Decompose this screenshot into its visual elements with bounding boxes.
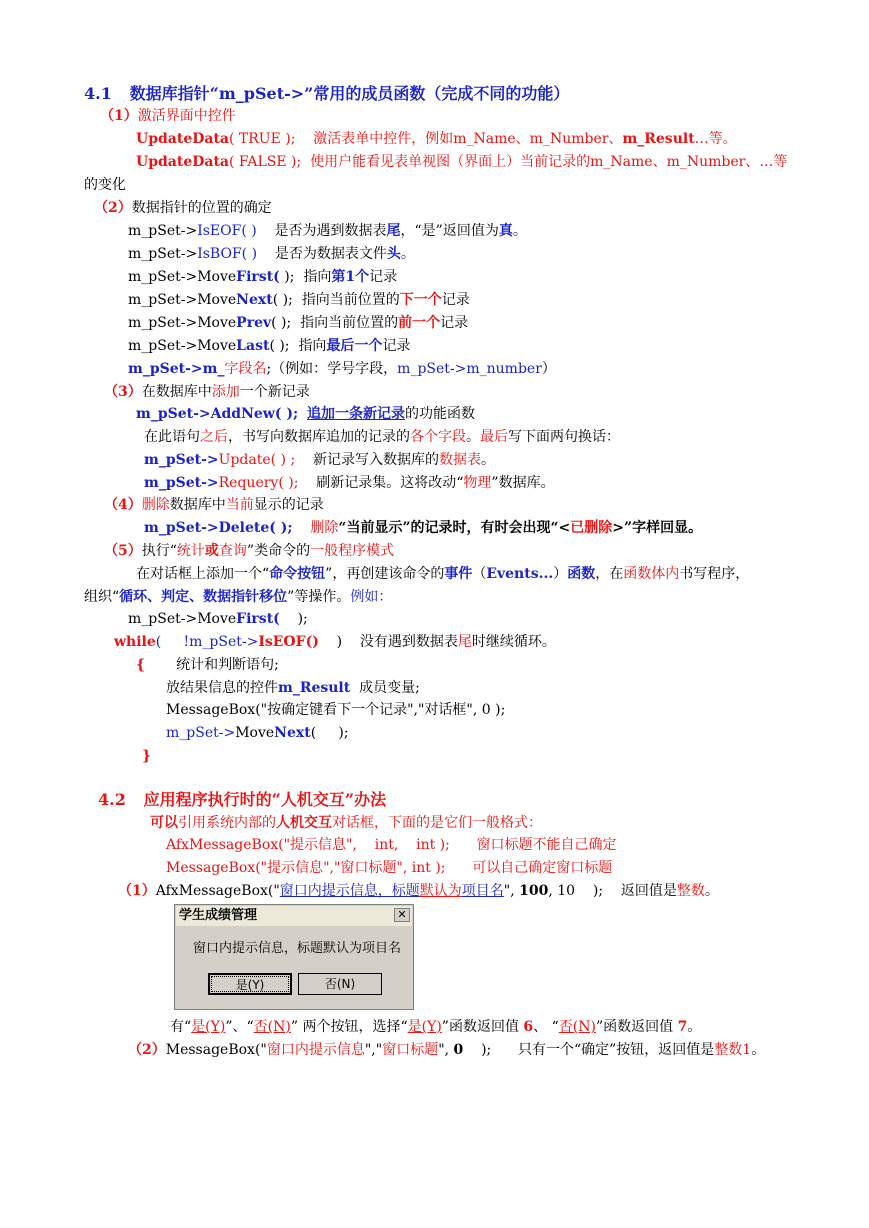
item-4	[104, 495, 324, 515]
code-arg: ( TRUE );	[228, 131, 296, 147]
code: MessageBox("按确定键看下一个记录","对话框", 0 );	[166, 702, 506, 718]
item-label: （1）	[100, 108, 138, 124]
s42-intro	[150, 813, 542, 833]
desc: （	[472, 566, 487, 582]
desc: 书写程序，	[679, 566, 750, 582]
desc: ，在	[595, 566, 624, 582]
return-value: 6	[523, 1019, 534, 1035]
code: ","	[364, 1042, 383, 1058]
desc: 。	[480, 452, 495, 468]
code: MessageBox("	[165, 1042, 267, 1058]
code-fn: Requery( );	[218, 475, 299, 491]
item-key: 或	[204, 543, 219, 559]
desc-key: 各个字段	[410, 429, 466, 445]
desc: 引用系统内部的	[178, 815, 276, 831]
desc-key: 整数1	[714, 1042, 752, 1058]
desc: ”函数返回值	[595, 1019, 678, 1035]
code-kw: Next	[274, 725, 311, 741]
code-post: ( );	[269, 338, 290, 354]
desc: 指向当前位置的	[301, 292, 400, 308]
desc: ” 两个按钮，选择“	[290, 1019, 408, 1035]
desc: 新记录写入数据库的	[312, 452, 439, 468]
item-key: 当前	[225, 497, 254, 513]
section-title: 应用程序执行时的“人机交互”办法	[143, 790, 387, 809]
code: MessageBox("提示信息","窗口标题", int );	[166, 860, 446, 876]
code-example: m_pSet->m_number	[397, 361, 542, 377]
code-post: ( );	[272, 292, 293, 308]
addnew-line	[136, 404, 475, 424]
code-num: 100	[519, 883, 549, 899]
code-brace: {	[136, 657, 146, 673]
item-text: ”类命令的	[246, 543, 311, 559]
item-label: （5）	[104, 543, 142, 559]
code-line-2	[114, 632, 556, 652]
dialog-desc-cont	[84, 587, 392, 607]
desc: 、 “	[533, 1019, 559, 1035]
return-value: 7	[677, 1019, 688, 1035]
dialog-title: 学生成绩管理	[176, 906, 412, 926]
movefirst-line	[128, 267, 397, 287]
item-label: （1）	[118, 883, 156, 899]
code-fn: IsBOF( )	[197, 246, 258, 262]
desc-key: 前一个	[398, 315, 441, 331]
code-kw: m_pSet->	[144, 452, 219, 468]
code-kw: m_Result	[278, 680, 351, 696]
desc-key: 数据表	[438, 452, 481, 468]
field-line	[128, 359, 556, 379]
afx-format-line	[166, 835, 617, 855]
updatedata-false-cont	[84, 175, 126, 195]
code-fn: IsEOF()	[258, 634, 319, 650]
code-kw: Next	[236, 292, 273, 308]
desc: ”等操作。	[287, 589, 351, 605]
desc: ）	[541, 361, 556, 377]
desc: ，书写向数据库追加的记录的	[228, 429, 410, 445]
return-values-line	[170, 1017, 701, 1037]
desc: 是否为数据表文件	[274, 246, 387, 262]
desc: 指向	[298, 338, 327, 354]
desc: 的功能函数	[405, 406, 476, 422]
item-label: （2）	[128, 1042, 166, 1058]
code: ",	[503, 883, 520, 899]
desc-example: 例如：	[350, 589, 393, 605]
code-string: 窗口内提示信息	[266, 1042, 365, 1058]
desc-key: 已删除	[570, 520, 613, 536]
item-label: （4）	[104, 497, 142, 513]
section-number: 4.1	[84, 84, 112, 103]
item-label: （2）	[94, 200, 132, 216]
item-5	[104, 541, 394, 561]
desc-key: 第1个	[331, 269, 370, 285]
movenext-line	[128, 290, 470, 310]
item-text: 数据指针的位置的确定	[131, 200, 272, 216]
code-comment: 放结果信息的控件	[166, 680, 278, 696]
updatedata-true-line	[136, 129, 737, 149]
desc-key: 最后	[480, 429, 508, 445]
item-2	[94, 198, 272, 218]
code-line-7	[142, 746, 151, 766]
code-comment: 成员变量;	[350, 680, 420, 696]
code-post: ( );	[271, 315, 292, 331]
item-key: 统计	[176, 543, 205, 559]
desc: 刷新记录集。这将改动“	[316, 475, 464, 491]
code: Move	[235, 725, 275, 741]
desc-cont: 的变化	[84, 177, 126, 193]
code-pre: m_pSet->Move	[128, 269, 237, 285]
desc: 记录	[441, 292, 470, 308]
item-text: 一个新记录	[239, 384, 310, 400]
code-line-1	[128, 609, 308, 629]
code-line-5	[166, 700, 505, 720]
desc: 使用户能看见表单视图（界面上）当前记录的m_Name、m_Number、…等	[310, 154, 788, 170]
movelast-line	[128, 336, 410, 356]
desc-key: 可以	[150, 815, 178, 831]
code-post: ( );	[310, 725, 349, 741]
code-field: 字段名	[224, 361, 267, 377]
desc: 没有遇到数据表	[359, 634, 458, 650]
desc-key: 事件	[444, 566, 473, 582]
desc-key: 删除	[310, 520, 339, 536]
moveprev-line	[128, 313, 468, 333]
code-kw: m_pSet->	[144, 475, 219, 491]
desc: >”字样回显。	[612, 520, 703, 536]
desc-key: 循环、判定、数据指针移位	[119, 589, 288, 605]
code-post: );	[279, 269, 295, 285]
update-line	[144, 450, 495, 470]
item-text: 在数据库中	[141, 384, 212, 400]
code-pre: m_pSet->Move	[128, 338, 237, 354]
desc: 。	[704, 883, 719, 899]
updatedata-false-line	[136, 152, 787, 172]
desc: ”，再创建该命令的	[325, 566, 445, 582]
desc: 返回值是	[620, 883, 677, 899]
code-pre: m_pSet->Move	[128, 315, 237, 331]
code-line-4	[166, 678, 420, 698]
desc: ，“是”返回值为	[400, 223, 499, 239]
desc: 。	[400, 246, 415, 262]
code-pre: m_pSet->	[128, 223, 198, 239]
code-pre: m_pSet->	[166, 725, 236, 741]
code-line-6	[166, 723, 349, 743]
section-4-1-heading	[84, 84, 569, 105]
code-string: 窗口内提示信息，标题	[279, 883, 420, 899]
code-string: 窗口标题	[382, 1042, 439, 1058]
desc-key: 头	[386, 246, 401, 262]
desc: 时继续循环。	[471, 634, 556, 650]
code-string: 项目名	[461, 883, 504, 899]
desc-key: 函数体内	[623, 566, 680, 582]
desc: 对话框，下面的是它们一般格式：	[332, 815, 542, 831]
desc-key: 之后	[200, 429, 228, 445]
code-arg: ( FALSE );	[228, 154, 302, 170]
desc: 。	[512, 223, 527, 239]
code-pre: m_pSet->Move	[128, 292, 237, 308]
desc: 。	[466, 429, 480, 445]
code: AfxMessageBox("	[155, 883, 280, 899]
code-fn: UpdateData	[136, 131, 229, 147]
code-comment: 统计和判断语句;	[176, 657, 279, 673]
desc: 记录	[369, 269, 398, 285]
desc: ”函数返回值	[441, 1019, 524, 1035]
desc: 记录	[440, 315, 469, 331]
item-1	[100, 106, 236, 126]
desc: 写下面两句换话：	[508, 429, 620, 445]
code-line-3	[136, 655, 279, 675]
desc-key: 是(Y)	[191, 1019, 226, 1035]
delete-line	[144, 518, 702, 538]
code-kw: while	[114, 634, 156, 650]
desc-key: 最后一个	[326, 338, 383, 354]
dialog-message: 窗口内提示信息，标题默认为项目名	[193, 941, 402, 956]
desc-key: 尾	[386, 223, 401, 239]
desc-key: 函数	[567, 566, 596, 582]
item-key: 一般程序模式	[310, 543, 395, 559]
code-num: 0	[453, 1042, 464, 1058]
desc: ”数据库。	[491, 475, 555, 491]
no-button[interactable]: 否(N)	[298, 973, 382, 995]
desc: 。	[687, 1019, 702, 1035]
code-post: );	[279, 611, 308, 627]
desc-keyword: m_Result	[622, 131, 695, 147]
code: )	[318, 634, 343, 650]
desc: ;（例如：学号字段，	[266, 361, 398, 377]
desc-key: 人机交互	[276, 815, 332, 831]
item-label: （3）	[104, 384, 142, 400]
desc: ”、“	[225, 1019, 254, 1035]
code: ( !m_pSet->	[155, 634, 259, 650]
section-title: 数据库指针“m_pSet->”常用的成员函数（完成不同的功能）	[129, 84, 570, 103]
code-fn: IsEOF( )	[197, 223, 257, 239]
desc-key: 否(N)	[253, 1019, 291, 1035]
desc-key: 整数	[676, 883, 705, 899]
item-3	[104, 382, 310, 402]
desc: 在对话框上添加一个“	[136, 566, 270, 582]
desc-key: 命令按钮	[269, 566, 326, 582]
desc: 可以自己确定窗口标题	[472, 860, 613, 876]
desc: 组织“	[84, 589, 120, 605]
code: AfxMessageBox("提示信息", int, int );	[166, 837, 450, 853]
code: m_pSet->Delete( );	[144, 520, 293, 536]
item-text: 显示的记录	[253, 497, 324, 513]
yes-button[interactable]: 是(Y)	[208, 973, 292, 995]
message-box-dialog	[174, 904, 414, 1010]
desc: 窗口标题不能自己确定	[476, 837, 617, 853]
code-kw: Last	[236, 338, 270, 354]
desc-key: 追加一条新记录	[307, 406, 406, 422]
code-kw: Prev	[236, 315, 272, 331]
desc-key: 否(N)	[558, 1019, 596, 1035]
desc-key: 下一个	[399, 292, 442, 308]
item-key: 删除	[141, 497, 170, 513]
desc: 只有一个“确定”按钮，返回值是	[517, 1042, 715, 1058]
desc-key: 尾	[457, 634, 472, 650]
code: , 10 );	[548, 883, 604, 899]
item-key: 添加	[211, 384, 240, 400]
item-key: 查询	[218, 543, 247, 559]
desc-key: Events...	[486, 566, 554, 582]
desc-key: 是(Y)	[407, 1019, 442, 1035]
isbof-line	[128, 244, 415, 264]
desc-key: 真	[498, 223, 513, 239]
example-2-line	[128, 1040, 765, 1060]
close-icon[interactable]: ✕	[394, 908, 410, 922]
code-fn: Update( ) ;	[218, 452, 296, 468]
desc-tail: …等。	[694, 131, 737, 147]
code-fn: UpdateData	[136, 154, 229, 170]
desc: “当前显示”的记录时，有时会出现“<	[338, 520, 571, 536]
code-string: 默认为	[419, 883, 462, 899]
desc: 指向	[303, 269, 332, 285]
desc: 记录	[382, 338, 411, 354]
code: );	[463, 1042, 492, 1058]
code-pre: m_pSet->	[128, 246, 198, 262]
iseof-line	[128, 221, 527, 241]
code: m_pSet->AddNew( );	[136, 406, 299, 422]
code-kw: First(	[236, 611, 280, 627]
desc: ）	[553, 566, 568, 582]
desc: 有“	[170, 1019, 192, 1035]
desc: 指向当前位置的	[300, 315, 399, 331]
desc: 是否为遇到数据表	[274, 223, 387, 239]
section-4-2-heading	[98, 790, 386, 811]
code-pre: m_pSet->Move	[128, 611, 237, 627]
desc-key: 物理	[463, 475, 492, 491]
dialog-desc-line	[136, 564, 749, 584]
item-text: 执行“	[141, 543, 177, 559]
mb-format-line	[166, 858, 612, 878]
code-kw: First(	[236, 269, 280, 285]
item-text: 激活界面中控件	[137, 108, 236, 124]
section-number: 4.2	[98, 790, 126, 809]
desc: 在此语句	[144, 429, 200, 445]
item-text: 数据库中	[169, 497, 226, 513]
desc: 。	[751, 1042, 766, 1058]
requery-line	[144, 473, 555, 493]
code-brace: }	[142, 748, 152, 764]
desc: 激活表单中控件，例如m_Name、m_Number、	[313, 131, 623, 147]
code-kw: m_pSet->m_	[128, 361, 225, 377]
code: ",	[438, 1042, 454, 1058]
after-line	[144, 427, 620, 447]
example-1-line	[118, 881, 719, 901]
